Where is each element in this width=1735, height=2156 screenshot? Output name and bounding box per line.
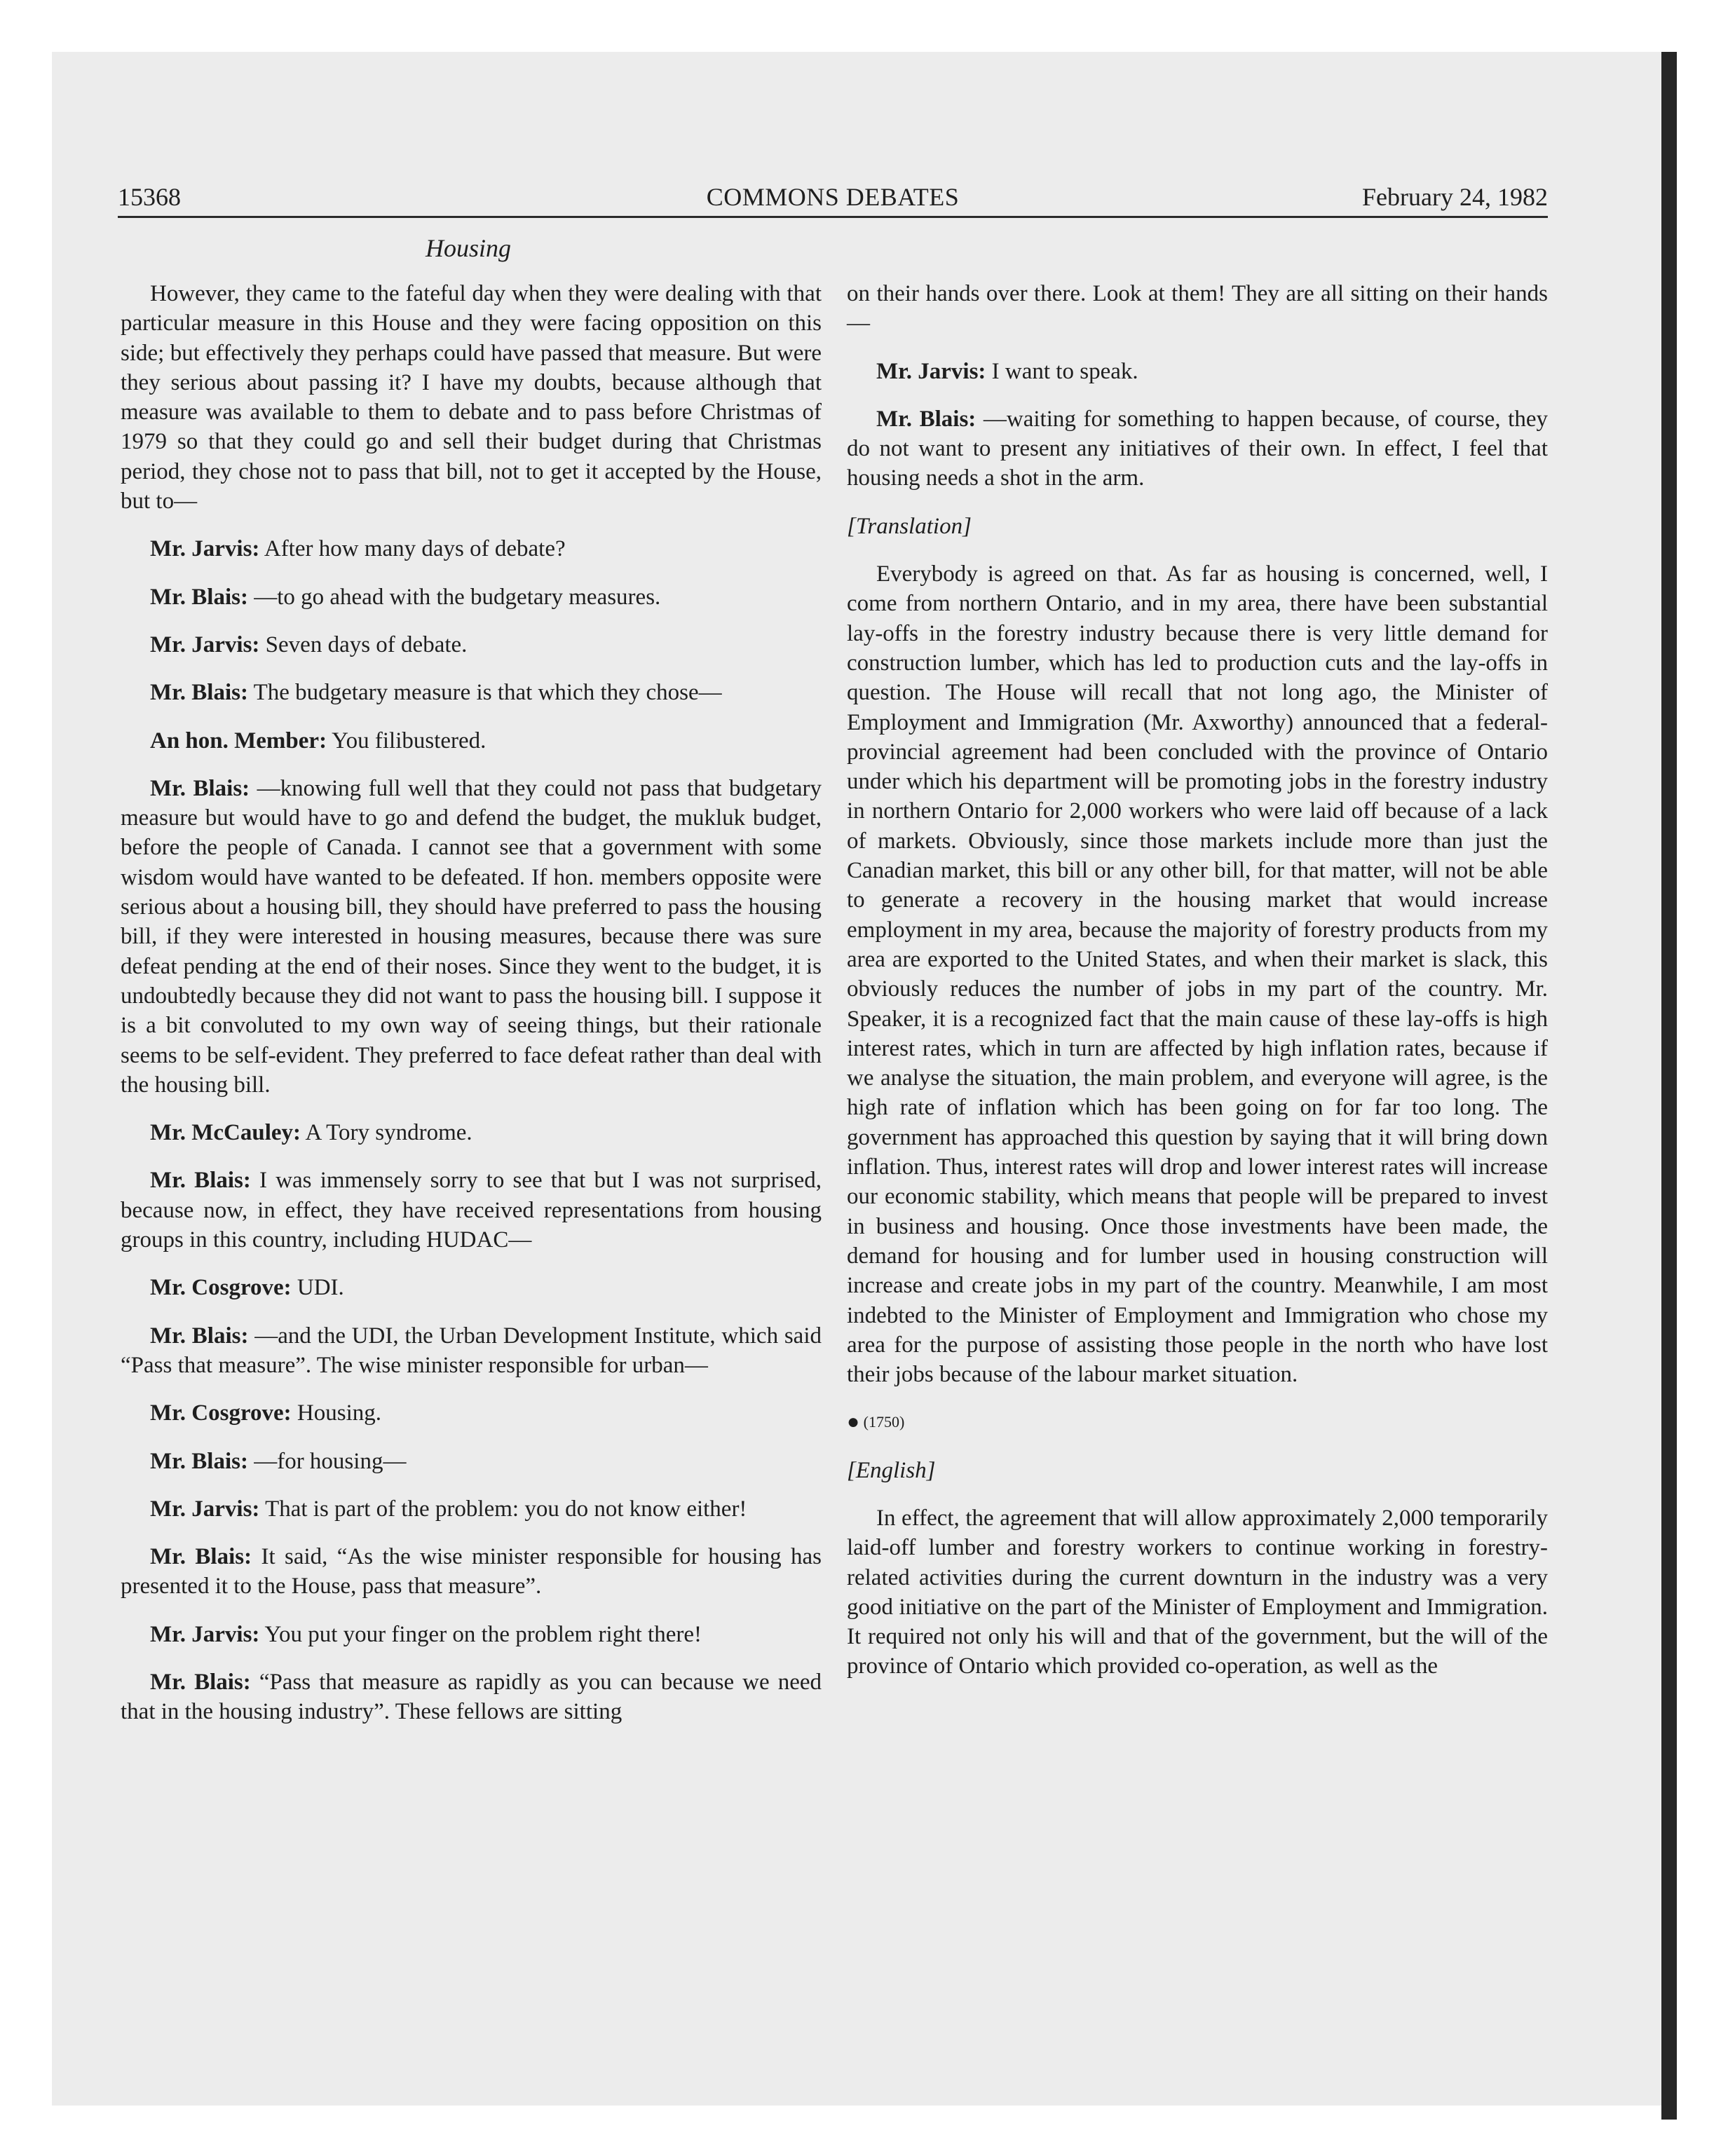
- paragraph: [121, 1494, 822, 1524]
- translation-paragraph: Everybody is agreed on that. As far as housing is concerned, well, I come from northern Ontario, and in my area, there have been substantial lay-offs in the forestry industry because there is very little demand for construction lumber, which has led to production cuts and the lay-offs in question. The House will recall that not long ago, the Minister of Employment and Immigration (Mr. Axworthy) announced that a federal-provincial agreement had been concluded with the province of Ontario under which his department will be promoting jobs in the forestry industry in northern Ontario for 2,000 workers who were laid off because of a lack of markets. Obviously, since those markets include more than just the Canadian market, this bill or any other bill, for that matter, will not be able to generate a recovery in the housing market that would increase employment in my area, because the majority of forestry products from my area are exported to the United States, and when their market is slack, this obviously reduces the number of jobs in my part of the country. Mr. Speaker, it is a recognized fact that the main cause of these lay-offs is high interest rates, which in turn are affected by high inflation rates, because if we analyse the situation, the main problem, and everyone will agree, is the high rate of inflation which has been going on for far too long. The government has approached this question by saying that it will bring down inflation. Thus, interest rates will drop and lower interest rates will increase our economic stability, which means that people will be prepared to invest in business and housing. Once those investments have been made, the demand for housing and for lumber used in housing construction will increase and create jobs in my part of the country. Meanwhile, I am most indebted to the Minister of Employment and Immigration who chose my area for the purpose of assisting those people in the north who have lost their jobs because of the labour market situation.: [847, 561, 1548, 1388]
- english-label: [English]: [847, 1457, 936, 1483]
- paragraph: [121, 774, 822, 1100]
- paragraph: [121, 279, 822, 516]
- speaker-name: Mr. Jarvis:: [150, 1621, 260, 1647]
- page-date: February 24, 1982: [1362, 183, 1548, 211]
- paragraph: [121, 678, 822, 707]
- paragraph-text: I was immensely sorry to see that but I was not surprised, because now, in effect, they have received representations from housing groups in this country, including HUDAC—: [121, 1168, 822, 1253]
- speaker-name: Mr. Cosgrove:: [150, 1400, 292, 1426]
- paragraph: [121, 1118, 822, 1147]
- speaker-name: Mr. Blais:: [150, 1448, 248, 1474]
- paragraph-text: “Pass that measure as rapidly as you can because we need that in the housing industry”. These fellows are sitting: [121, 1669, 822, 1725]
- speaker-name: An hon. Member:: [150, 728, 327, 753]
- paragraph: [121, 534, 822, 564]
- speaker-name: Mr. Blais:: [150, 1544, 252, 1570]
- speaker-name: Mr. Cosgrove:: [150, 1275, 292, 1301]
- speaker-name: Mr. Jarvis:: [150, 536, 260, 562]
- speaker-name: Mr. Blais:: [150, 584, 248, 610]
- paragraph: [121, 1667, 822, 1727]
- speaker-name: Mr. Blais:: [150, 1168, 251, 1194]
- right-column: [847, 279, 1548, 1700]
- paragraph-text: However, they came to the fateful day when they were dealing with that particular measure in this House and they were facing opposition on this side; but effectively they perhaps could have passed that measure. But were they serious about passing it? I have my doubts, because although that measure was available to them to debate and to pass before Christmas of 1979 so that they could go and sell their budget during that Christmas period, they chose not to pass that bill, not to get it accepted by the House, but to—: [121, 281, 822, 514]
- speaker-name: Mr. Blais:: [150, 1323, 249, 1349]
- paragraph: [121, 1447, 822, 1476]
- page-header: [118, 181, 1548, 218]
- paragraph: [121, 726, 822, 756]
- paragraph: [121, 1620, 822, 1649]
- paragraph-text: —knowing full well that they could not pass that budgetary measure but would have to go and defend the budget, the mukluk budget, before the people of Canada. I cannot see that a government with some wisdom would have wanted to be defeated. If hon. members opposite were serious about a housing bill, they should have preferred to pass the housing bill, if they were interested in housing measures, because there was sure defeat pending at the end of their noses. Since they went to the budget, it is undoubtedly because they did not want to pass the housing bill. I suppose it is a bit convoluted to my own way of seeing things, but their rationale seems to be self-evident. They preferred to face defeat rather than deal with the housing bill.: [121, 775, 822, 1098]
- paragraph-text: —and the UDI, the Urban Development Institute, which said “Pass that measure”. The wise minister responsible for urban—: [121, 1323, 822, 1378]
- paragraph-text: A Tory syndrome.: [305, 1120, 472, 1146]
- speaker-name: Mr. Blais:: [876, 406, 977, 432]
- bullet-icon: ●: [847, 1410, 860, 1434]
- paragraph: [121, 630, 822, 660]
- paragraph: [121, 1321, 822, 1381]
- continued-paragraph: on their hands over there. Look at them! They are all sitting on their hands—: [847, 281, 1548, 336]
- speaker-name: Mr. Jarvis:: [150, 632, 260, 657]
- paragraph-text: UDI.: [297, 1275, 344, 1301]
- paragraph-text: After how many days of debate?: [264, 536, 566, 562]
- scan-edge-bar: [1661, 52, 1677, 2120]
- paragraph-text: —to go ahead with the budgetary measures.: [254, 584, 661, 610]
- speaker-name: Mr. Blais:: [150, 775, 250, 801]
- paragraph-text: —for housing—: [254, 1448, 407, 1474]
- paragraph: [121, 582, 822, 612]
- paragraph-text: —waiting for something to happen because, of course, they do not want to present any initiatives of their own. In effect, I feel that housing needs a shot in the arm.: [847, 406, 1548, 491]
- time-marker-text: (1750): [863, 1413, 905, 1431]
- paragraph-text: You put your finger on the problem right there!: [264, 1621, 702, 1647]
- speaker-name: Mr. Jarvis:: [150, 1496, 260, 1522]
- speaker-name: Mr. Jarvis:: [876, 358, 986, 384]
- translation-label: [Translation]: [847, 513, 972, 539]
- paragraph: [121, 1273, 822, 1302]
- paragraph: [121, 1542, 822, 1602]
- paragraph-text: It said, “As the wise minister responsible for housing has presented it to the House, pass that measure”.: [121, 1544, 822, 1599]
- speaker-name: Mr. Blais:: [150, 680, 248, 706]
- paragraph: [121, 1166, 822, 1255]
- paragraph: [121, 1398, 822, 1428]
- paragraph-text: Housing.: [297, 1400, 381, 1426]
- english-paragraph: In effect, the agreement that will allow approximately 2,000 temporarily laid-off lumber and forestry workers to continue working in forestry-related activities during the current downturn in the industry was a very good initiative on the part of the Minister of Employment and Immigration. It required not only his will and that of the government, but the will of the province of Ontario which provided co-operation, as well as the: [847, 1505, 1548, 1679]
- publication-title: COMMONS DEBATES: [706, 183, 960, 211]
- paragraph-text: You filibustered.: [332, 728, 487, 753]
- left-column: [121, 279, 822, 1745]
- paragraph-text: I want to speak.: [991, 358, 1138, 384]
- speaker-name: Mr. McCauley:: [150, 1120, 301, 1146]
- paragraph-text: Seven days of debate.: [265, 632, 468, 657]
- time-marker: [847, 1407, 1548, 1437]
- paragraph: [847, 404, 1548, 493]
- paragraph: [847, 357, 1548, 386]
- paragraph-text: That is part of the problem: you do not know either!: [265, 1496, 747, 1522]
- page-number: 15368: [118, 183, 181, 211]
- section-title: Housing: [425, 234, 511, 262]
- speaker-name: Mr. Blais:: [150, 1669, 251, 1695]
- paragraph-text: The budgetary measure is that which they chose—: [253, 680, 722, 706]
